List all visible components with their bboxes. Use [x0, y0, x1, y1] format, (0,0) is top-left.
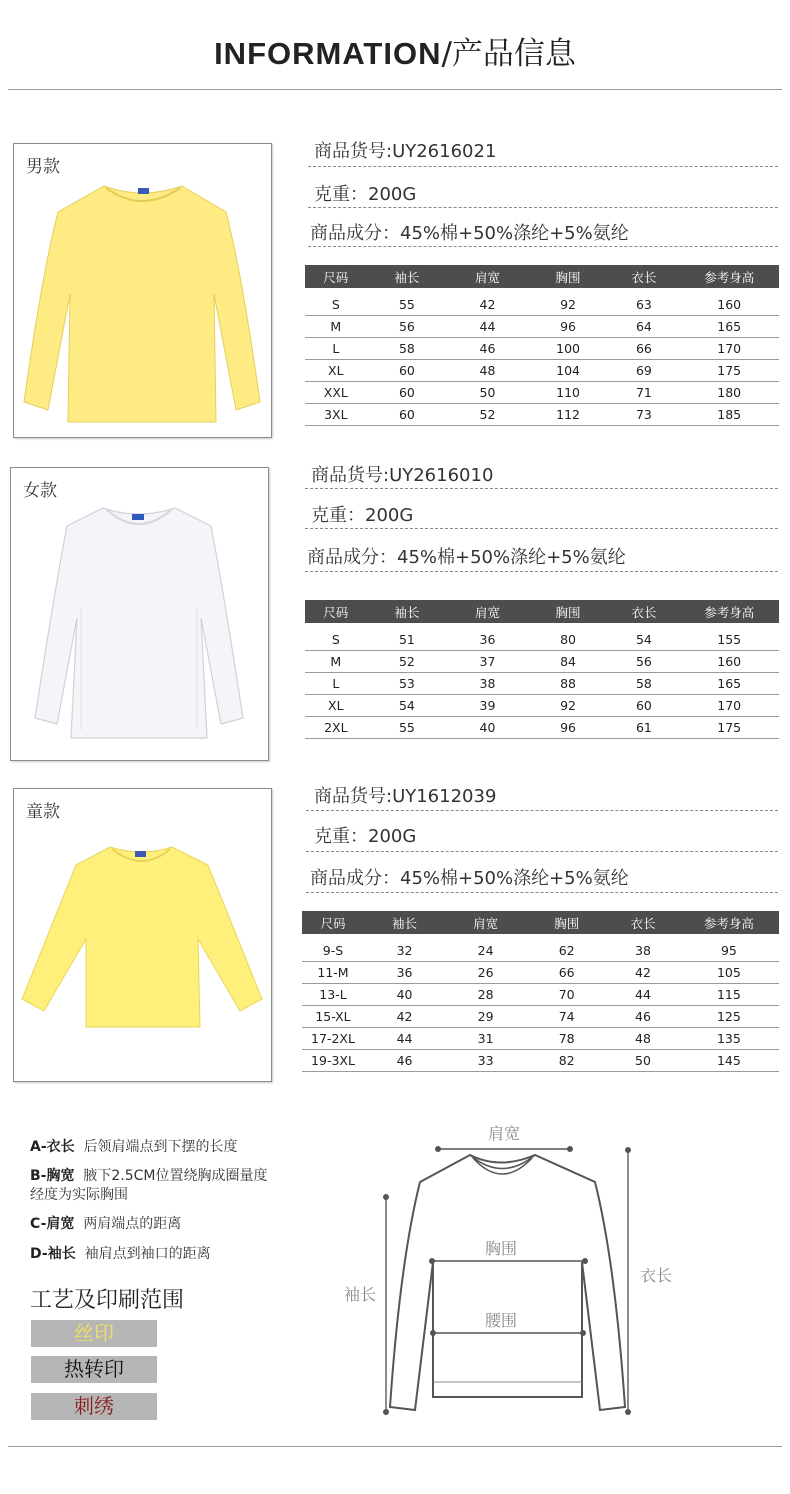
kids-size-table — [302, 911, 779, 1072]
table-cell: 78 — [526, 1028, 607, 1050]
table-cell: 170 — [679, 695, 779, 717]
table-cell: 58 — [367, 338, 448, 360]
table-cell: 96 — [528, 717, 609, 739]
table-cell: M — [305, 651, 367, 673]
table-cell: 54 — [608, 629, 679, 651]
table-cell: 160 — [679, 294, 779, 316]
table-cell: 46 — [364, 1050, 445, 1072]
kids-divider-1 — [306, 810, 778, 811]
table-header-cell: 参考身高 — [679, 600, 779, 623]
table-cell: 64 — [608, 316, 679, 338]
table-cell: 60 — [367, 404, 448, 426]
table-header-cell: 胸围 — [528, 600, 609, 623]
men-weight: 克重：200G — [314, 184, 417, 205]
diagram-shoulder-label: 肩宽 — [488, 1124, 521, 1143]
measure-def-sleeve: D-袖长 袖肩点到袖口的距离 — [30, 1246, 211, 1262]
table-cell: 32 — [364, 940, 445, 962]
table-cell: 44 — [364, 1028, 445, 1050]
table-cell: 104 — [528, 360, 609, 382]
table-row — [302, 984, 779, 1006]
measure-def-shoulder: C-肩宽 两肩端点的距离 — [30, 1216, 182, 1232]
table-cell: 55 — [367, 294, 448, 316]
table-cell: 2XL — [305, 717, 367, 739]
table-cell: 40 — [447, 717, 528, 739]
table-header-cell: 参考身高 — [679, 265, 779, 288]
table-cell: 70 — [526, 984, 607, 1006]
table-cell: 185 — [679, 404, 779, 426]
kids-sku: 商品货号:UY1612039 — [314, 786, 497, 807]
table-cell: 96 — [528, 316, 609, 338]
table-cell: 112 — [528, 404, 609, 426]
table-row — [305, 294, 779, 316]
table-cell: 28 — [445, 984, 526, 1006]
table-cell: 55 — [367, 717, 448, 739]
table-cell: 42 — [447, 294, 528, 316]
table-header-cell: 肩宽 — [445, 911, 526, 934]
table-cell: 42 — [607, 962, 679, 984]
diagram-chest-label: 胸围 — [485, 1239, 518, 1258]
measure-def-length: A-衣长 后领肩端点到下摆的长度 — [30, 1139, 238, 1155]
table-cell: 33 — [445, 1050, 526, 1072]
men-photo-frame — [13, 143, 272, 438]
table-cell: 66 — [608, 338, 679, 360]
table-cell: 19-3XL — [302, 1050, 364, 1072]
table-header-cell: 衣长 — [607, 911, 679, 934]
craft-title: 工艺及印刷范围 — [30, 1288, 185, 1313]
table-cell: 145 — [679, 1050, 779, 1072]
table-cell: 36 — [447, 629, 528, 651]
table-cell: 170 — [679, 338, 779, 360]
women-sku: 商品货号:UY2616010 — [311, 465, 494, 486]
table-cell: 135 — [679, 1028, 779, 1050]
women-divider-2 — [305, 528, 778, 529]
diagram-waist-label: 腰围 — [485, 1311, 518, 1330]
kids-weight: 克重：200G — [314, 826, 417, 847]
table-cell: 82 — [526, 1050, 607, 1072]
table-row — [302, 1050, 779, 1072]
men-divider-2 — [308, 207, 778, 208]
table-cell: L — [305, 673, 367, 695]
table-cell: 46 — [607, 1006, 679, 1028]
table-row — [305, 338, 779, 360]
table-row — [302, 962, 779, 984]
women-longsleeve-shirt-image — [11, 468, 268, 760]
table-cell: 110 — [528, 382, 609, 404]
table-cell: 3XL — [305, 404, 367, 426]
table-cell: 11-M — [302, 962, 364, 984]
men-divider-1 — [308, 166, 778, 167]
table-row — [305, 695, 779, 717]
table-header-cell: 尺码 — [305, 265, 367, 288]
table-cell: 62 — [526, 940, 607, 962]
women-photo-frame — [10, 467, 269, 761]
table-cell: 38 — [447, 673, 528, 695]
table-cell: 15-XL — [302, 1006, 364, 1028]
table-header-cell: 尺码 — [305, 600, 367, 623]
table-cell: 36 — [364, 962, 445, 984]
table-cell: 46 — [447, 338, 528, 360]
measure-def-chest: B-胸宽 腋下2.5CM位置绕胸成圈量度经度为实际胸围 — [30, 1168, 268, 1203]
table-cell: M — [305, 316, 367, 338]
table-cell: 52 — [447, 404, 528, 426]
table-row — [302, 940, 779, 962]
women-label: 女款 — [23, 481, 57, 501]
table-header-cell: 衣长 — [608, 600, 679, 623]
table-cell: 165 — [679, 673, 779, 695]
diagram-sleeve-label: 袖长 — [344, 1285, 377, 1304]
table-cell: 160 — [679, 651, 779, 673]
craft-heat-transfer-tag: 热转印 — [31, 1356, 157, 1383]
table-cell: 54 — [367, 695, 448, 717]
table-row — [305, 651, 779, 673]
measurement-diagram — [330, 1112, 690, 1432]
table-cell: 53 — [367, 673, 448, 695]
kids-composition: 商品成分：45%棉+50%涤纶+5%氨纶 — [310, 868, 629, 889]
table-header-cell: 肩宽 — [447, 265, 528, 288]
table-cell: 37 — [447, 651, 528, 673]
table-cell: 9-S — [302, 940, 364, 962]
table-cell: 92 — [528, 294, 609, 316]
women-size-table — [305, 600, 779, 739]
men-composition: 商品成分：45%棉+50%涤纶+5%氨纶 — [310, 223, 629, 244]
table-cell: 42 — [364, 1006, 445, 1028]
table-cell: 175 — [679, 717, 779, 739]
table-cell: 60 — [608, 695, 679, 717]
table-header-cell: 肩宽 — [447, 600, 528, 623]
table-cell: 26 — [445, 962, 526, 984]
table-cell: 58 — [608, 673, 679, 695]
table-cell: 17-2XL — [302, 1028, 364, 1050]
table-cell: 66 — [526, 962, 607, 984]
table-cell: 95 — [679, 940, 779, 962]
table-cell: 50 — [447, 382, 528, 404]
women-composition: 商品成分：45%棉+50%涤纶+5%氨纶 — [307, 547, 626, 568]
diagram-length-label: 衣长 — [640, 1266, 673, 1285]
men-longsleeve-shirt-image — [14, 144, 271, 437]
table-header-cell: 参考身高 — [679, 911, 779, 934]
table-row — [305, 717, 779, 739]
table-cell: 100 — [528, 338, 609, 360]
table-row — [305, 360, 779, 382]
table-cell: 115 — [679, 984, 779, 1006]
table-cell: 165 — [679, 316, 779, 338]
table-cell: 31 — [445, 1028, 526, 1050]
table-cell: 60 — [367, 360, 448, 382]
title-divider — [8, 89, 782, 90]
table-cell: 60 — [367, 382, 448, 404]
men-divider-3 — [308, 246, 778, 247]
table-header-cell: 胸围 — [526, 911, 607, 934]
table-row — [305, 404, 779, 426]
table-cell: 61 — [608, 717, 679, 739]
table-header-cell: 衣长 — [608, 265, 679, 288]
kids-label: 童款 — [26, 802, 60, 822]
table-cell: 80 — [528, 629, 609, 651]
craft-embroidery-tag: 刺绣 — [31, 1393, 157, 1420]
kids-longsleeve-shirt-image — [14, 789, 271, 1081]
women-divider-1 — [305, 488, 778, 489]
table-cell: XXL — [305, 382, 367, 404]
table-header-cell: 胸围 — [528, 265, 609, 288]
table-cell: 69 — [608, 360, 679, 382]
table-header-cell: 袖长 — [367, 600, 448, 623]
table-header-cell: 袖长 — [367, 265, 448, 288]
craft-silkscreen-tag: 丝印 — [31, 1320, 157, 1347]
table-cell: 48 — [447, 360, 528, 382]
table-cell: 105 — [679, 962, 779, 984]
table-cell: 63 — [608, 294, 679, 316]
table-row — [305, 673, 779, 695]
table-header-cell: 尺码 — [302, 911, 364, 934]
women-divider-3 — [305, 571, 778, 572]
table-cell: L — [305, 338, 367, 360]
table-cell: XL — [305, 695, 367, 717]
women-weight: 克重：200G — [311, 505, 414, 526]
page-title: INFORMATION/产品信息 — [214, 36, 576, 72]
table-cell: 175 — [679, 360, 779, 382]
table-cell: 84 — [528, 651, 609, 673]
men-sku: 商品货号:UY2616021 — [314, 141, 497, 162]
table-cell: 155 — [679, 629, 779, 651]
table-cell: 51 — [367, 629, 448, 651]
table-cell: 39 — [447, 695, 528, 717]
table-row — [305, 629, 779, 651]
table-cell: 56 — [367, 316, 448, 338]
table-cell: 74 — [526, 1006, 607, 1028]
table-cell: 48 — [607, 1028, 679, 1050]
table-cell: S — [305, 294, 367, 316]
bottom-divider — [8, 1446, 782, 1447]
table-cell: 44 — [607, 984, 679, 1006]
table-cell: 88 — [528, 673, 609, 695]
table-cell: 50 — [607, 1050, 679, 1072]
men-label: 男款 — [26, 157, 60, 177]
kids-photo-frame — [13, 788, 272, 1082]
table-cell: 71 — [608, 382, 679, 404]
table-cell: 125 — [679, 1006, 779, 1028]
table-row — [305, 382, 779, 404]
kids-divider-2 — [306, 851, 778, 852]
table-cell: 180 — [679, 382, 779, 404]
table-row — [302, 1006, 779, 1028]
table-row — [305, 316, 779, 338]
table-cell: 24 — [445, 940, 526, 962]
table-cell: 38 — [607, 940, 679, 962]
table-cell: 52 — [367, 651, 448, 673]
table-row — [302, 1028, 779, 1050]
table-header-cell: 袖长 — [364, 911, 445, 934]
table-cell: 92 — [528, 695, 609, 717]
table-cell: 29 — [445, 1006, 526, 1028]
table-cell: 44 — [447, 316, 528, 338]
table-cell: 73 — [608, 404, 679, 426]
table-cell: XL — [305, 360, 367, 382]
men-size-table — [305, 265, 779, 426]
table-cell: 40 — [364, 984, 445, 1006]
table-cell: S — [305, 629, 367, 651]
table-cell: 13-L — [302, 984, 364, 1006]
kids-divider-3 — [306, 892, 778, 893]
table-cell: 56 — [608, 651, 679, 673]
